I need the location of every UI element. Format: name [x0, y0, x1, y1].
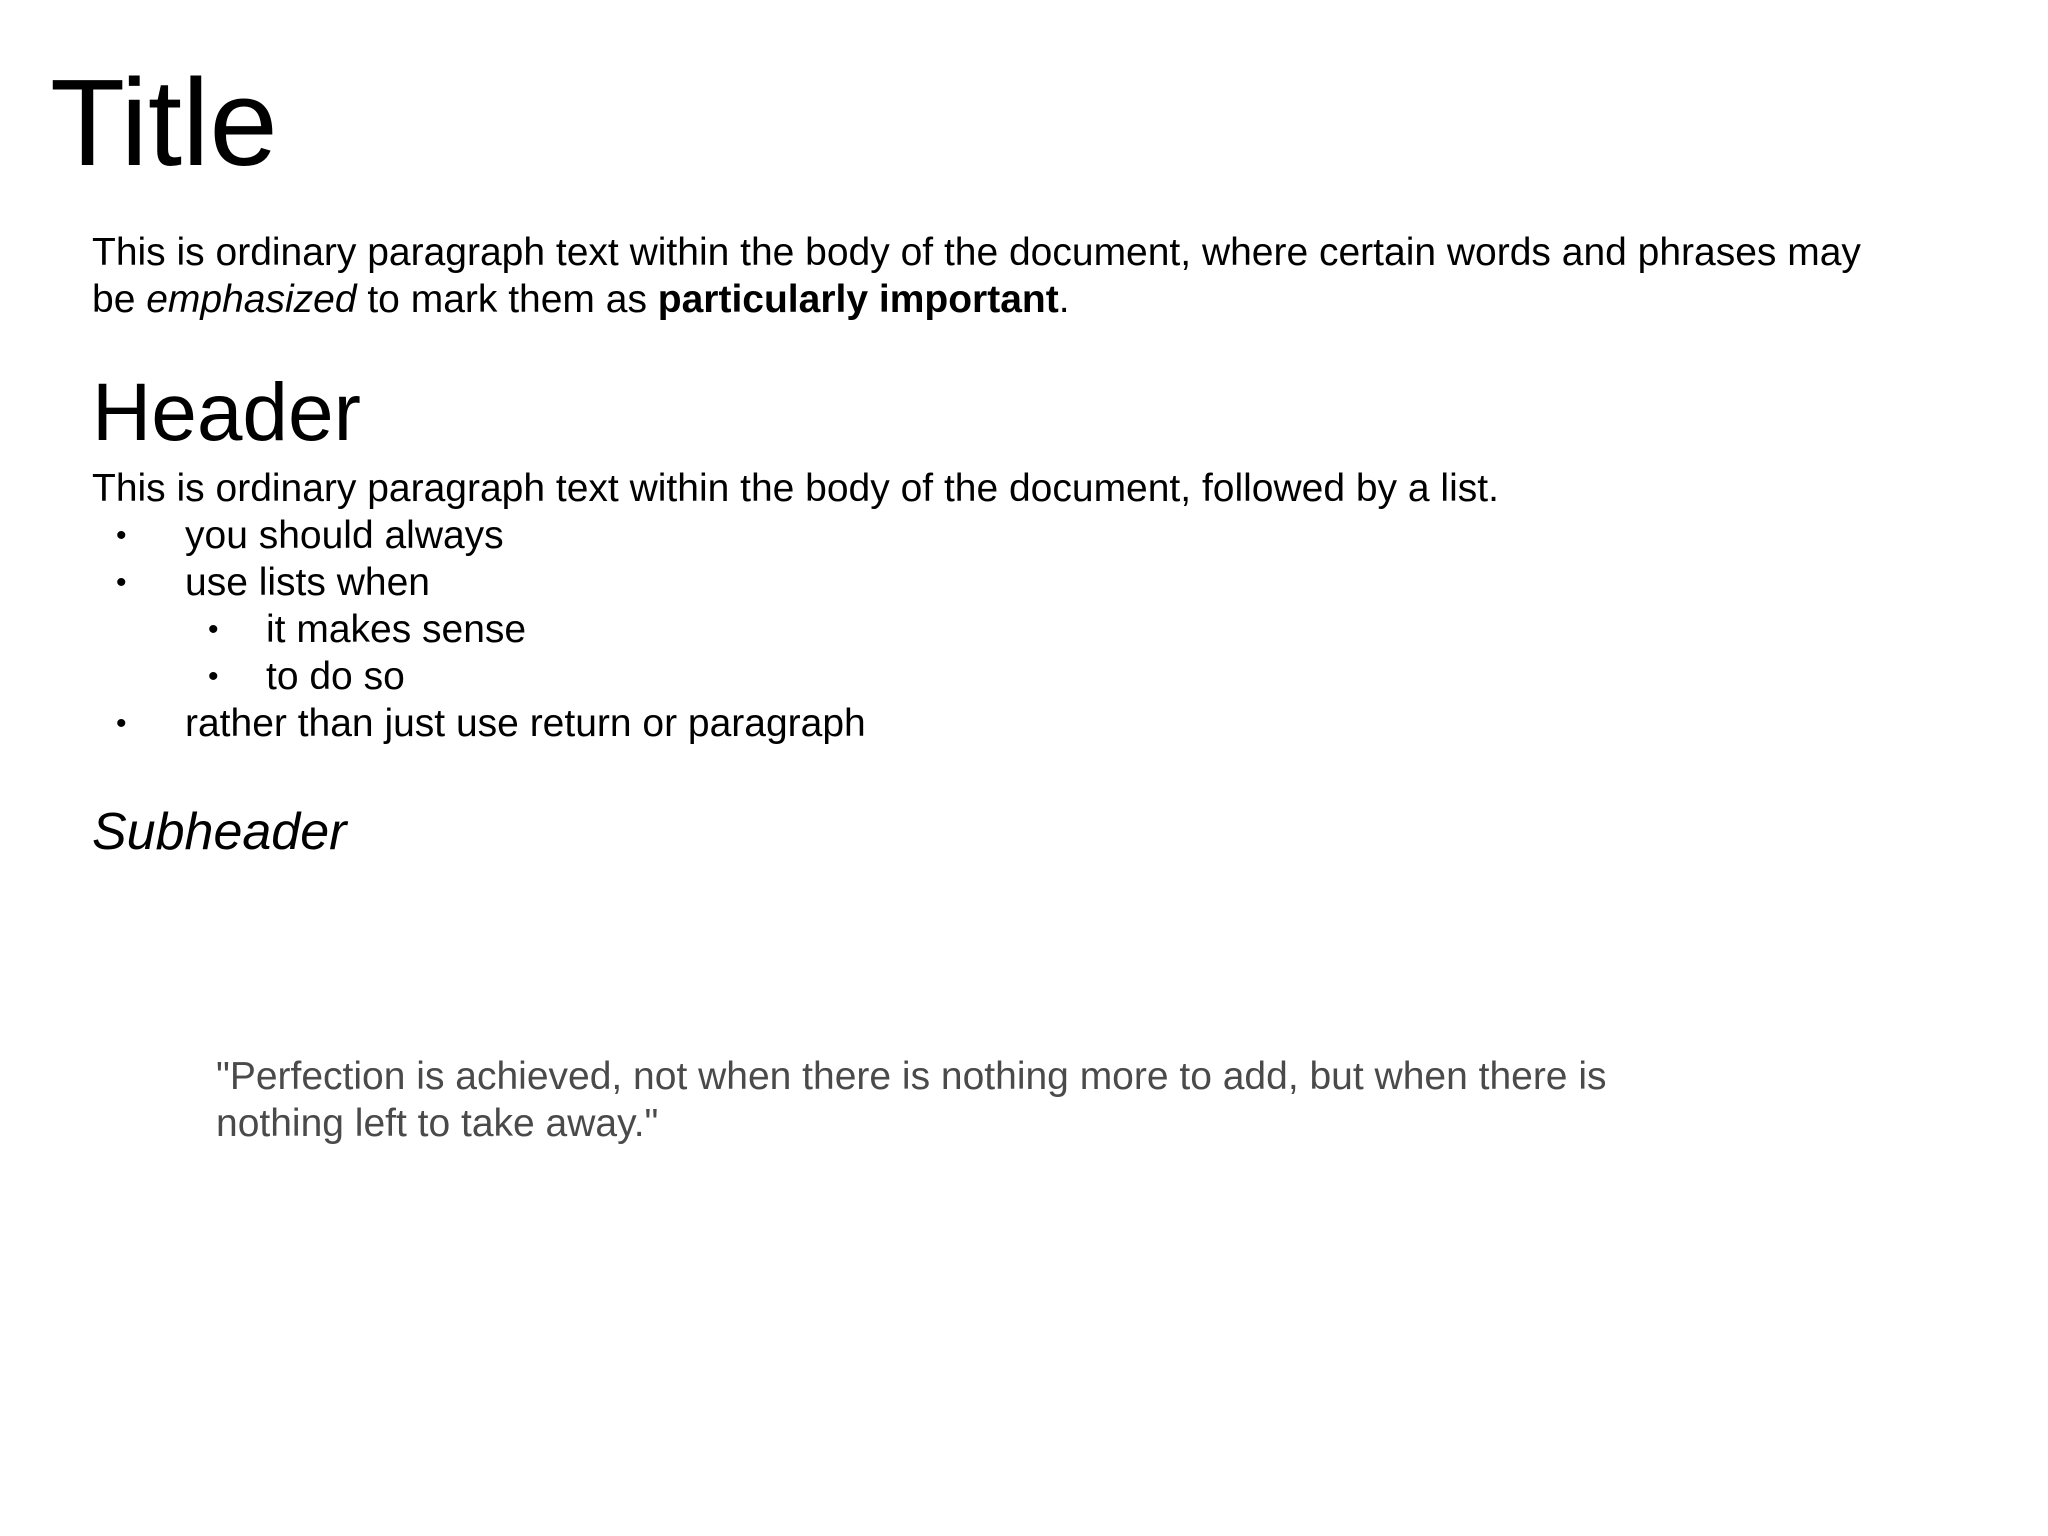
block-quote: "Perfection is achieved, not when there is nothing more to add, but when there is nothing left to take away."	[216, 1055, 1607, 1145]
intro-paragraph-line2-middle: to mark them as	[356, 278, 658, 321]
subheader: Subheader	[92, 803, 347, 861]
document-title: Title	[50, 55, 278, 192]
bullet-icon: •	[116, 519, 127, 552]
bullet-icon: •	[116, 566, 127, 599]
intro-paragraph-line1: This is ordinary paragraph text within the body of the document, where certain words and phrases may	[92, 231, 1861, 274]
emphasized-text: emphasized	[146, 278, 357, 321]
list-intro-paragraph: This is ordinary paragraph text within the body of the document, followed by a list.	[92, 467, 1499, 510]
intro-paragraph	[92, 229, 1861, 323]
important-text: particularly important	[657, 278, 1059, 321]
section-header: Header	[92, 367, 361, 458]
intro-paragraph-line2-start: be	[92, 278, 147, 321]
list-item-text: it makes sense	[266, 608, 527, 651]
intro-paragraph-line2-end: .	[1058, 278, 1070, 321]
bullet-icon: •	[208, 660, 219, 693]
list-item-text: to do so	[266, 655, 405, 698]
bullet-icon: •	[116, 707, 127, 740]
list-item-text: you should always	[185, 514, 504, 557]
list-item-text: use lists when	[185, 561, 430, 604]
bullet-icon: •	[208, 613, 219, 646]
list-item-text: rather than just use return or paragraph	[185, 702, 866, 745]
